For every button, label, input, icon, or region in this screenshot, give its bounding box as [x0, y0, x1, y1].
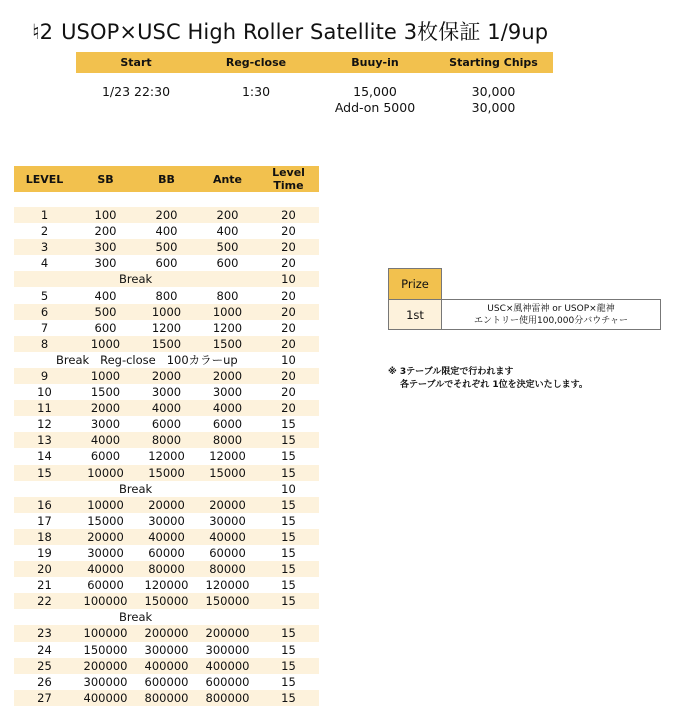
- cell-level: 18: [14, 529, 75, 545]
- cell-level-time: 20: [281, 256, 296, 271]
- level-row: [14, 513, 319, 529]
- note: [388, 366, 588, 392]
- cell-bb: 1500: [136, 336, 197, 352]
- level-row: [14, 400, 319, 416]
- structure-header-ante: Ante: [197, 166, 258, 192]
- cell-sb: 30000: [87, 546, 124, 561]
- structure-header-level: LEVEL: [14, 166, 75, 192]
- cell-ante: 60000: [209, 546, 246, 561]
- cell-level: 9: [14, 368, 75, 384]
- level-row: [14, 561, 319, 577]
- info-header-buy-in: Buuy-in: [316, 52, 434, 73]
- cell-sb: 20000: [75, 529, 136, 545]
- cell-bb: 2000: [136, 368, 197, 384]
- info-add-on: Add-on 5000: [334, 99, 416, 115]
- break-row: [14, 609, 319, 625]
- tournament-info-table: [76, 52, 553, 115]
- cell-bb: 60000: [148, 546, 185, 561]
- cell-ante: 40000: [197, 529, 258, 545]
- break-row: [14, 271, 319, 287]
- cell-bb: 800: [155, 288, 178, 303]
- break-row: [14, 352, 319, 368]
- cell-level: 11: [14, 400, 75, 416]
- cell-ante: 200: [197, 207, 258, 223]
- prize-header-row: [389, 269, 661, 300]
- cell-level: 20: [14, 561, 75, 577]
- level-row: [14, 625, 319, 641]
- cell-level-time: 20: [281, 385, 296, 400]
- cell-sb: 60000: [87, 578, 124, 593]
- note-line1: ※ 3テーブル限定で行われます: [388, 367, 514, 377]
- info-row: [76, 83, 553, 99]
- info-header-reg-close: Reg-close: [196, 52, 316, 73]
- cell-level: 19: [37, 546, 52, 561]
- info-cell: [76, 99, 196, 115]
- cell-bb: 40000: [136, 529, 197, 545]
- cell-ante: 120000: [205, 578, 250, 593]
- cell-bb: 400000: [136, 658, 197, 674]
- level-row: [14, 368, 319, 384]
- structure-header-level-time: Level Time: [258, 166, 319, 192]
- cell-level: 5: [40, 288, 49, 303]
- prize-header: Prize: [389, 269, 442, 300]
- cell-level-time: 15: [258, 690, 319, 706]
- level-row: [14, 304, 319, 320]
- cell-level-time: 15: [258, 465, 319, 481]
- cell-bb: 80000: [136, 561, 197, 577]
- break-time: 10: [281, 352, 296, 367]
- cell-bb: 300000: [144, 642, 189, 657]
- cell-ante: 1000: [197, 304, 258, 320]
- cell-level-time: 20: [258, 239, 319, 255]
- cell-sb: 2000: [75, 400, 136, 416]
- cell-ante: 400000: [197, 658, 258, 674]
- cell-level: 14: [37, 449, 52, 464]
- cell-bb: 200000: [136, 625, 197, 641]
- cell-bb: 6000: [151, 417, 182, 432]
- info-start: 1/23 22:30: [101, 83, 171, 99]
- cell-sb: 40000: [75, 561, 136, 577]
- break-label: Break: [119, 481, 153, 496]
- cell-bb: 600: [155, 256, 178, 271]
- cell-level-time: 15: [281, 449, 296, 464]
- cell-level-time: 15: [281, 417, 296, 432]
- cell-sb: 400: [94, 288, 117, 303]
- cell-ante: 300000: [205, 642, 250, 657]
- cell-bb: 150000: [136, 593, 197, 609]
- cell-sb: 300: [75, 239, 136, 255]
- cell-level-time: 20: [258, 400, 319, 416]
- cell-level-time: 20: [258, 336, 319, 352]
- level-row: [14, 384, 319, 400]
- cell-bb: 20000: [136, 497, 197, 513]
- break-row: [14, 481, 319, 497]
- cell-level-time: 15: [281, 513, 296, 528]
- cell-level-time: 20: [258, 368, 319, 384]
- cell-ante: 800: [216, 288, 239, 303]
- structure-header-row: [14, 166, 319, 192]
- cell-level: 17: [37, 513, 52, 528]
- level-row: [14, 529, 319, 545]
- cell-level-time: 15: [258, 658, 319, 674]
- cell-sb: 15000: [87, 513, 124, 528]
- cell-level: 13: [14, 432, 75, 448]
- cell-ante: 8000: [197, 432, 258, 448]
- cell-sb: 4000: [75, 432, 136, 448]
- info-buy-in: 15,000: [353, 83, 397, 99]
- cell-level-time: 20: [258, 207, 319, 223]
- cell-bb: 30000: [148, 513, 185, 528]
- note-line2: 各テーブルでそれぞれ 1位を決定いたします。: [400, 380, 588, 390]
- cell-level-time: 15: [258, 529, 319, 545]
- cell-ante: 400: [216, 224, 239, 239]
- cell-level: 27: [14, 690, 75, 706]
- cell-ante: 30000: [209, 513, 246, 528]
- cell-sb: 400000: [75, 690, 136, 706]
- cell-sb: 6000: [90, 449, 121, 464]
- cell-ante: 1500: [197, 336, 258, 352]
- cell-sb: 100000: [75, 625, 136, 641]
- cell-sb: 1500: [90, 385, 121, 400]
- level-row: [14, 223, 319, 239]
- cell-level-time: 15: [258, 593, 319, 609]
- cell-sb: 10000: [75, 465, 136, 481]
- cell-bb: 1000: [136, 304, 197, 320]
- info-header-starting-chips: Starting Chips: [434, 52, 553, 73]
- cell-level-time: 15: [281, 642, 296, 657]
- cell-ante: 200000: [197, 625, 258, 641]
- info-starting-chips: 30,000: [471, 83, 516, 99]
- cell-bb: 500: [136, 239, 197, 255]
- cell-ante: 15000: [197, 465, 258, 481]
- cell-ante: 20000: [197, 497, 258, 513]
- info-reg-close: 1:30: [241, 83, 271, 99]
- cell-bb: 12000: [148, 449, 185, 464]
- prize-desc-line2: エントリー使用100,000分バウチャー: [474, 315, 628, 326]
- break-time: 10: [281, 481, 296, 496]
- page-title: [32, 16, 548, 46]
- cell-level: 25: [14, 658, 75, 674]
- cell-sb: 600: [94, 320, 117, 335]
- cell-level-time: 15: [281, 546, 296, 561]
- level-row: [14, 207, 319, 223]
- level-row: [14, 239, 319, 255]
- cell-sb: 3000: [90, 417, 121, 432]
- prize-row: [389, 300, 661, 330]
- cell-level-time: 20: [281, 288, 296, 303]
- cell-ante: 3000: [212, 385, 243, 400]
- info-add-on-chips: 30,000: [471, 99, 516, 115]
- cell-level: 21: [37, 578, 52, 593]
- cell-sb: 300: [94, 256, 117, 271]
- cell-ante: 80000: [197, 561, 258, 577]
- cell-ante: 12000: [209, 449, 246, 464]
- structure-spacer: [14, 192, 319, 207]
- cell-level: 10: [37, 385, 52, 400]
- break-label: Break Reg-close 100カラーup: [56, 352, 238, 367]
- cell-bb: 8000: [136, 432, 197, 448]
- cell-bb: 200: [136, 207, 197, 223]
- cell-level: 7: [40, 320, 49, 335]
- cell-level: 2: [40, 224, 49, 239]
- level-row: [14, 416, 319, 432]
- prize-desc-line1: USC×風神雷神 or USOP×龍神: [487, 303, 615, 314]
- cell-level-time: 15: [281, 578, 296, 593]
- break-label: Break: [14, 271, 258, 287]
- cell-sb: 100000: [75, 593, 136, 609]
- cell-level: 12: [37, 417, 52, 432]
- cell-level: 26: [37, 674, 52, 689]
- level-row: [14, 593, 319, 609]
- cell-bb: 4000: [136, 400, 197, 416]
- cell-sb: 200: [94, 224, 117, 239]
- cell-level-time: 15: [258, 497, 319, 513]
- cell-level: 15: [14, 465, 75, 481]
- cell-sb: 500: [75, 304, 136, 320]
- cell-bb: 600000: [144, 674, 189, 689]
- level-row: [14, 320, 319, 336]
- title-mark: ♮2: [32, 20, 54, 44]
- cell-level: 8: [14, 336, 75, 352]
- cell-ante: 1200: [212, 320, 243, 335]
- cell-level: 1: [14, 207, 75, 223]
- info-cell: [196, 99, 316, 115]
- level-row: [14, 642, 319, 658]
- cell-bb: 3000: [151, 385, 182, 400]
- cell-level: 3: [14, 239, 75, 255]
- level-row: [14, 465, 319, 481]
- level-row: [14, 336, 319, 352]
- cell-sb: 10000: [75, 497, 136, 513]
- info-header-row: [76, 52, 553, 73]
- cell-ante: 600000: [205, 674, 250, 689]
- info-gap: [76, 73, 553, 83]
- prize-rank: 1st: [389, 300, 442, 330]
- prize-table: [388, 268, 661, 330]
- cell-sb: 1000: [75, 336, 136, 352]
- cell-ante: 800000: [197, 690, 258, 706]
- cell-level-time: 20: [281, 320, 296, 335]
- cell-bb: 1200: [151, 320, 182, 335]
- cell-ante: 2000: [197, 368, 258, 384]
- level-row: [14, 497, 319, 513]
- cell-level: 4: [40, 256, 49, 271]
- cell-sb: 100: [75, 207, 136, 223]
- level-row: [14, 448, 319, 464]
- cell-sb: 300000: [83, 674, 128, 689]
- cell-level-time: 20: [258, 304, 319, 320]
- cell-level: 24: [37, 642, 52, 657]
- cell-bb: 400: [155, 224, 178, 239]
- break-time: [258, 609, 319, 625]
- level-row: [14, 287, 319, 303]
- structure-header-sb: SB: [75, 166, 136, 192]
- cell-sb: 1000: [75, 368, 136, 384]
- level-row: [14, 545, 319, 561]
- cell-ante: 600: [216, 256, 239, 271]
- level-row: [14, 658, 319, 674]
- cell-level: 6: [14, 304, 75, 320]
- cell-level: 22: [14, 593, 75, 609]
- structure-body: [14, 207, 319, 706]
- cell-bb: 800000: [136, 690, 197, 706]
- level-row: [14, 690, 319, 706]
- cell-ante: 6000: [212, 417, 243, 432]
- break-label: Break: [119, 610, 153, 625]
- info-header-start: Start: [76, 52, 196, 73]
- blind-structure-table: [14, 166, 319, 706]
- info-row: [76, 99, 553, 115]
- cell-level: 16: [14, 497, 75, 513]
- cell-ante: 500: [197, 239, 258, 255]
- cell-level-time: 15: [281, 674, 296, 689]
- prize-description: [442, 300, 661, 330]
- level-row: [14, 674, 319, 690]
- cell-level-time: 15: [258, 625, 319, 641]
- level-row: [14, 255, 319, 271]
- level-row: [14, 577, 319, 593]
- break-time: 10: [258, 271, 319, 287]
- cell-level-time: 20: [281, 224, 296, 239]
- cell-level-time: 15: [258, 432, 319, 448]
- cell-bb: 120000: [144, 578, 189, 593]
- cell-level: 23: [14, 625, 75, 641]
- cell-ante: 150000: [197, 593, 258, 609]
- cell-level-time: 15: [258, 561, 319, 577]
- structure-header-bb: BB: [136, 166, 197, 192]
- level-row: [14, 432, 319, 448]
- cell-sb: 200000: [75, 658, 136, 674]
- cell-ante: 4000: [197, 400, 258, 416]
- title-text: USOP×USC High Roller Satellite 3枚保証 1/9up: [61, 20, 549, 44]
- cell-sb: 150000: [83, 642, 128, 657]
- cell-bb: 15000: [136, 465, 197, 481]
